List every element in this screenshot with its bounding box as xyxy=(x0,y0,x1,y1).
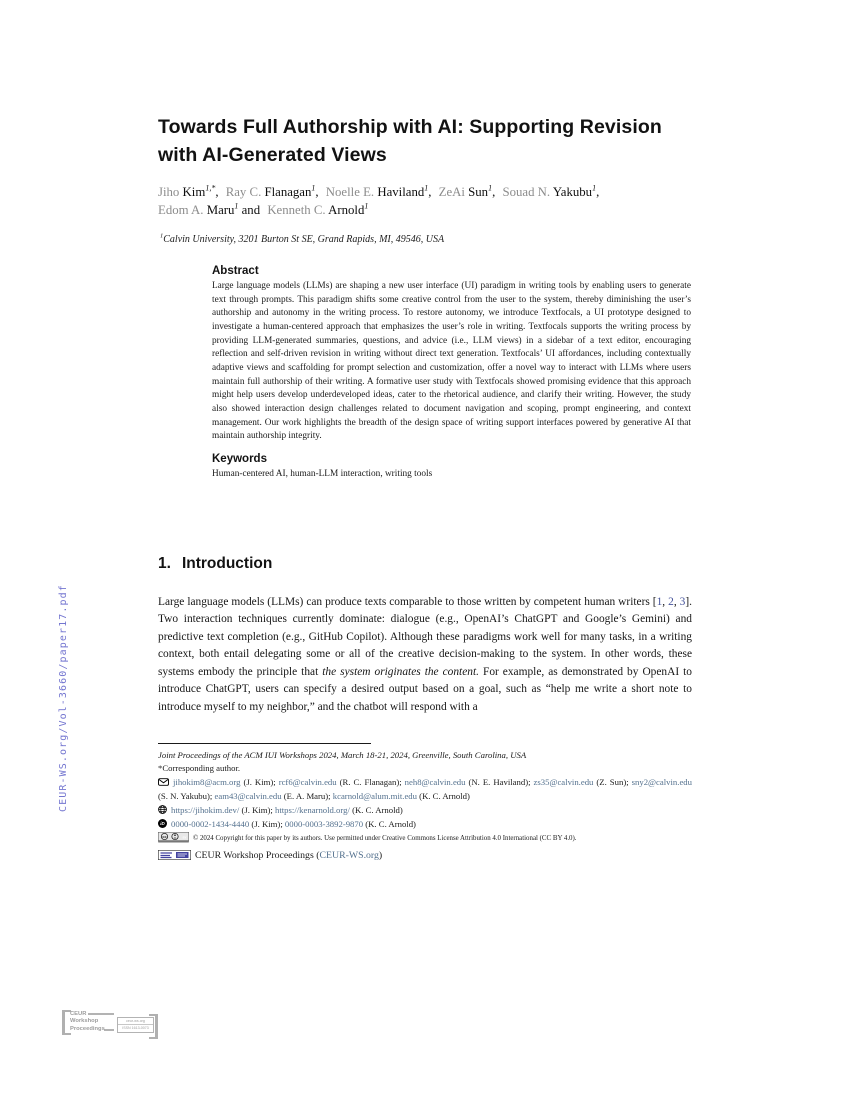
text-segment: (S. N. Yakubu); xyxy=(158,791,215,802)
author-superscript: 1 xyxy=(364,201,369,211)
abstract-heading: Abstract xyxy=(212,265,259,277)
hyperlink-text[interactable]: https://kenarnold.org/ xyxy=(275,804,350,815)
ceur-logo-text xyxy=(70,1011,105,1033)
author-given-name: ZeAi xyxy=(438,185,469,199)
author-family-name: Haviland xyxy=(377,185,425,199)
text-segment: (K. C. Arnold) xyxy=(417,791,470,802)
author-superscript: 1 xyxy=(592,183,597,193)
paper-title xyxy=(158,114,703,169)
paper-title-line1: Towards Full Authorship with AI: Supporting Revision xyxy=(158,116,662,138)
ceur-ws-vertical-watermark: CEUR-WS.org/Vol-3660/paper17.pdf xyxy=(58,584,69,812)
hyperlink-text[interactable]: neh8@calvin.edu xyxy=(404,776,466,787)
orcid-icon xyxy=(158,819,167,832)
author-given-name: Souad N. xyxy=(502,185,553,199)
copyright-line xyxy=(158,832,692,849)
text-segment: (J. Kim); xyxy=(239,804,276,815)
text-segment: (E. A. Maru); xyxy=(281,791,333,802)
text-segment: (J. Kim); xyxy=(249,819,285,830)
author-given-name: Ray C. xyxy=(225,185,265,199)
hyperlink-text[interactable]: sny2@calvin.edu xyxy=(631,776,692,787)
hyperlink-text[interactable]: https://jihokim.dev/ xyxy=(171,804,240,815)
hyperlink-text[interactable]: zs35@calvin.edu xyxy=(533,776,594,787)
footnote-block xyxy=(158,743,692,865)
hyperlink-text[interactable]: CEUR-WS.org xyxy=(319,850,379,862)
author-separator: , xyxy=(215,185,222,199)
ceur-logo-line2: Workshop xyxy=(70,1018,99,1025)
author-list xyxy=(158,184,683,219)
text-segment: (N. E. Haviland); xyxy=(465,776,534,787)
keywords-heading: Keywords xyxy=(212,452,267,465)
text-segment: ]. Two interaction techniques currently dominate: dialogue (e.g., OpenAI’s ChatGPT and Google’s Gemini) and predictive text completion (e.g., GitHub Copilot). Although these paradigms work well for many tasks, in a writing context, both entail delegating some or all of the creative decision-making to the system. In other words, these systems embody the principle that xyxy=(158,596,692,678)
ceur-logo-line3: Proceedings xyxy=(70,1025,105,1032)
author-superscript: 1,* xyxy=(205,183,216,193)
paper-title-line2: with AI-Generated Views xyxy=(158,143,387,166)
abstract-block xyxy=(212,265,691,481)
hyperlink-text[interactable]: kcarnold@alum.mit.edu xyxy=(332,791,417,802)
svg-text:iD: iD xyxy=(160,821,165,827)
hyperlink-text[interactable]: rcf6@calvin.edu xyxy=(278,776,337,787)
affiliation xyxy=(160,234,680,245)
ceur-proceedings-line xyxy=(158,849,692,865)
introduction-paragraph xyxy=(158,594,692,716)
text-segment: (R. C. Flanagan); xyxy=(336,776,405,787)
section-1-title: Introduction xyxy=(181,555,273,572)
author-given-name: Edom A. xyxy=(158,202,207,217)
author-family-name: Flanagan xyxy=(264,185,312,199)
text-segment: CEUR Workshop Proceedings ( xyxy=(195,850,320,862)
text-segment: , xyxy=(673,596,680,608)
svg-text:BY: BY xyxy=(182,836,187,840)
author-separator: , xyxy=(492,185,499,199)
copyright-notice: © 2024 Copyright for this paper by its authors. Use permitted under Creative Commons License Attribution 4.0 International (CC BY 4.0). xyxy=(193,835,577,843)
text-segment: For example, as demonstrated by OpenAI to introduce ChatGPT, users can specify a desired output based on a goal, such as “help me write a short note to introduce myself to my neighbor,” and the chatbot will respond with a xyxy=(158,665,692,713)
author-superscript: 1 xyxy=(311,183,316,193)
author-family-name: Sun xyxy=(468,185,489,199)
ceur-logo-rule-bottom xyxy=(104,1029,114,1031)
affiliation-superscript: 1 xyxy=(160,232,164,240)
email-icon xyxy=(158,777,169,790)
author-orcids-line xyxy=(158,818,692,832)
section-1-number: 1. xyxy=(158,555,171,572)
author-family-name: Arnold xyxy=(328,202,365,217)
author-superscript: 1 xyxy=(424,183,429,193)
author-separator: , xyxy=(596,185,600,199)
author-family-name: Kim xyxy=(182,185,206,199)
hyperlink-text[interactable]: 0000-0003-3892-9870 xyxy=(284,819,364,830)
footnote-rule xyxy=(158,743,371,744)
author-given-name: Noelle E. xyxy=(325,185,378,199)
website-globe-icon xyxy=(158,805,167,818)
text-segment: the system originates the content. xyxy=(322,665,479,678)
citation-ref[interactable]: 3 xyxy=(679,596,686,608)
text-segment: , xyxy=(662,596,669,608)
text-segment: Large language models (LLMs) can produce texts comparable to those written by competent human writers [ xyxy=(158,596,657,608)
cc-by-license-badge xyxy=(158,832,189,849)
text-segment: (Z. Sun); xyxy=(593,776,632,787)
hyperlink-text[interactable]: jihokim8@acm.org xyxy=(173,776,241,787)
author-given-name: Kenneth C. xyxy=(267,202,329,217)
hyperlink-text[interactable]: eam43@calvin.edu xyxy=(214,791,282,802)
author-separator: and xyxy=(238,202,264,217)
citation-ref[interactable]: 2 xyxy=(668,596,674,608)
section-1-heading xyxy=(158,555,272,573)
ceur-logo-issn-box xyxy=(117,1017,154,1033)
ceur-logo-site: ceur-ws.org xyxy=(118,1018,153,1025)
text-segment: (K. C. Arnold) xyxy=(363,819,416,830)
affiliation-text: Calvin University, 3201 Burton St SE, Grand Rapids, MI, 49546, USA xyxy=(163,234,445,245)
citation-ref[interactable]: 1 xyxy=(656,596,663,608)
ceur-logo-issn: ISSN 1613-0073 xyxy=(122,1026,149,1030)
author-family-name: Yakubu xyxy=(552,185,593,199)
ceur-workshop-proceedings-logo xyxy=(62,1010,158,1037)
abstract-text: Large language models (LLMs) are shaping a new user interface (UI) paradigm in writing tools by enabling users to generate text through prompts. This paradigm shifts some creative control from the user to the system, thereby diminishing the user’s authorship and autonomy in the writing process. To restore autonomy, we introduce Textfocals, a UI prototype designed to investigate a human-centered approach that emphasizes the user’s role in writing. Textfocals supports the writing process by providing LLM-generated summaries, questions, and advice (i.e., LLM views) in a sidebar of a text editor, encouraging reflection and self-driven revision in writing without direct text generation. Textfocals’ UI affordances, including contextually adaptive views and scaffolding for prompt selection and customization, offer a novel way to interact with LLMs where users maintain full authorship of their writing. A formative user study with Textfocals showed promising evidence that this approach might help users develop underdeveloped ideas, cater to the rhetorical audience, and clarify their writing. However, the study also showed interaction design challenges related to document navigation and scoping, prompt engineering, and context management. Our work highlights the breadth of the design space of writing support interfaces powered by generative AI that maintain authorship integrity. xyxy=(212,281,691,442)
keywords-text: Human-centered AI, human-LLM interaction, writing tools xyxy=(212,468,433,479)
corresponding-author-note: *Corresponding author. xyxy=(158,763,241,774)
hyperlink-text[interactable]: 0000-0002-1434-4440 xyxy=(171,819,250,830)
author-emails-line xyxy=(158,776,692,804)
ceur-logo-line1: CEUR xyxy=(70,1011,87,1017)
author-separator: , xyxy=(428,185,435,199)
author-superscript: 1 xyxy=(488,183,493,193)
svg-text:cc: cc xyxy=(162,835,167,840)
author-superscript: 1 xyxy=(234,201,239,211)
footnote-attribution: Joint Proceedings of the ACM IUI Workshops 2024, March 18-21, 2024, Greenville, South Carolina, USA xyxy=(158,750,527,760)
author-separator: , xyxy=(315,185,322,199)
ceur-ws-mini-badge xyxy=(158,850,191,865)
text-segment: (K. C. Arnold) xyxy=(349,804,403,815)
text-segment: (J. Kim); xyxy=(240,776,279,787)
author-websites-line xyxy=(158,804,692,818)
author-family-name: Maru xyxy=(206,202,235,217)
text-segment: ) xyxy=(378,850,383,862)
author-given-name: Jiho xyxy=(158,185,183,199)
